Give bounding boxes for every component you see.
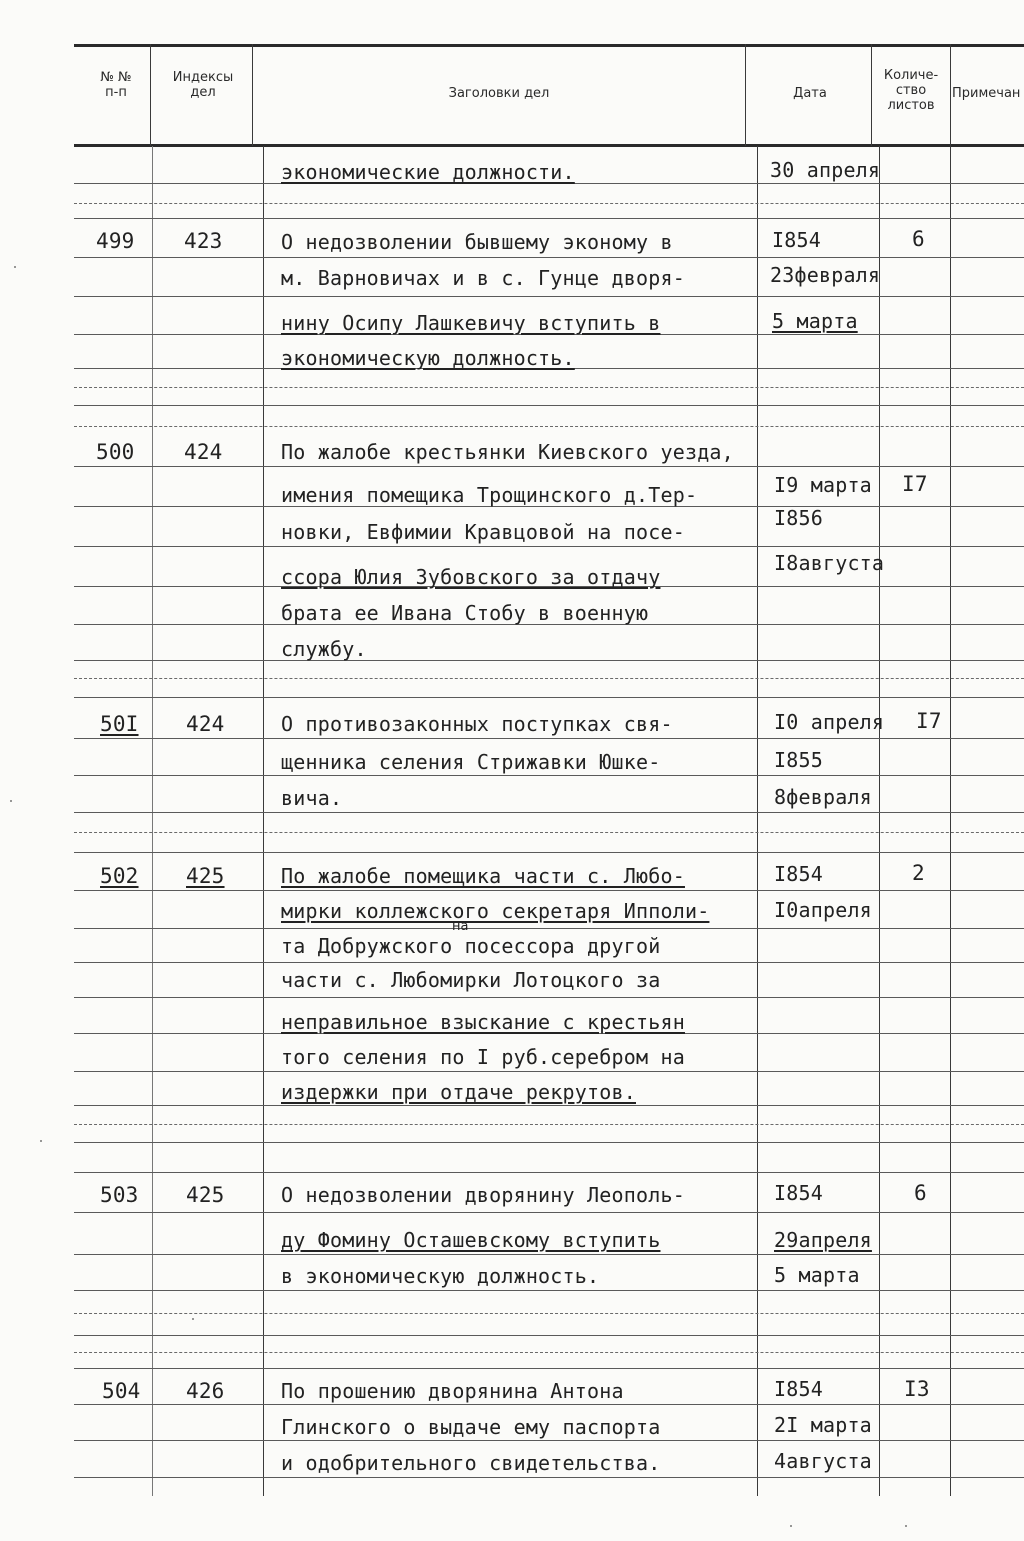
record-date: I856 bbox=[774, 506, 823, 530]
col-rule-date bbox=[879, 146, 880, 1496]
rule bbox=[74, 1124, 1024, 1125]
col-rule-title-header bbox=[745, 44, 746, 146]
record-title-line: части с. Любомирки Лотоцкого за bbox=[281, 968, 661, 992]
record-title-line: м. Варновичах и в с. Гунце дворя- bbox=[281, 266, 685, 290]
record-title-line: экономическую должность. bbox=[281, 346, 575, 370]
record-sheet-count: 6 bbox=[914, 1181, 927, 1205]
rule bbox=[74, 997, 1024, 998]
record-index: 426 bbox=[186, 1379, 225, 1403]
col-rule-num-header bbox=[150, 44, 151, 146]
record-date: I854 bbox=[774, 1181, 823, 1205]
record-title-line: О противозаконных поступках свя- bbox=[281, 712, 673, 736]
record-title-line: издержки при отдаче рекрутов. bbox=[281, 1080, 636, 1104]
rule bbox=[74, 546, 1024, 547]
rule bbox=[74, 852, 1024, 853]
handwritten-insertion: на bbox=[452, 919, 469, 934]
rule bbox=[74, 1254, 1024, 1255]
record-date: I0 апреля bbox=[774, 710, 885, 734]
header-top-rule bbox=[74, 44, 1024, 47]
scan-speck bbox=[10, 800, 12, 802]
record-title-line: О недозволении дворянину Леополь- bbox=[281, 1183, 685, 1207]
rule bbox=[74, 1477, 1024, 1478]
record-date: 8февраля bbox=[774, 785, 872, 809]
rule bbox=[74, 832, 1024, 833]
record-title-line: брата ее Ивана Стобу в военную bbox=[281, 601, 649, 625]
record-index: 424 bbox=[186, 712, 225, 736]
rule bbox=[74, 775, 1024, 776]
record-date: I8августа bbox=[774, 551, 885, 575]
record-date: I855 bbox=[774, 748, 823, 772]
rule bbox=[74, 1352, 1024, 1353]
header-number: № № п-п bbox=[100, 70, 132, 100]
record-index: 424 bbox=[184, 440, 223, 464]
record-date: 5 марта bbox=[772, 309, 858, 333]
record-date: 30 апреля bbox=[770, 158, 881, 182]
record-index: 423 bbox=[184, 229, 223, 253]
rule bbox=[74, 1440, 1024, 1441]
record-title-line: в экономическую должность. bbox=[281, 1264, 600, 1288]
record-title-line: и одобрительного свидетельства. bbox=[281, 1451, 661, 1475]
record-title-line: вича. bbox=[281, 786, 343, 810]
rule bbox=[74, 660, 1024, 661]
header-index: Индексы дел bbox=[172, 70, 234, 100]
record-date: I0апреля bbox=[774, 898, 872, 922]
record-number: 503 bbox=[100, 1183, 139, 1207]
rule bbox=[74, 1335, 1024, 1336]
record-title-line: По жалобе помещика части с. Любо- bbox=[281, 864, 685, 888]
scan-speck bbox=[790, 1525, 792, 1527]
rule bbox=[74, 1313, 1024, 1314]
rule bbox=[74, 203, 1024, 204]
header-bottom-rule bbox=[74, 144, 1024, 147]
scan-speck bbox=[14, 266, 16, 268]
rule bbox=[74, 296, 1024, 297]
rule bbox=[74, 1142, 1024, 1143]
col-rule-num bbox=[152, 146, 153, 1496]
record-title-line: ду Фомину Осташевскому вступить bbox=[281, 1228, 661, 1252]
rule bbox=[74, 962, 1024, 963]
record-title-line: По прошению дворянина Антона bbox=[281, 1379, 624, 1403]
record-date: I9 марта bbox=[774, 473, 872, 497]
col-rule-count bbox=[950, 146, 951, 1496]
header-sheet-count: Количе- ство листов bbox=[883, 68, 939, 113]
col-rule-index-header bbox=[252, 44, 253, 146]
record-title-line: экономические должности. bbox=[281, 160, 575, 184]
record-sheet-count: 2 bbox=[912, 861, 925, 885]
record-title-line: службу. bbox=[281, 637, 367, 661]
rule bbox=[74, 1105, 1024, 1106]
header-date: Дата bbox=[793, 86, 827, 101]
scan-speck bbox=[905, 1525, 907, 1527]
rule bbox=[74, 697, 1024, 698]
record-title-line: того селения по I руб.серебром на bbox=[281, 1045, 685, 1069]
header-title: Заголовки дел bbox=[448, 86, 550, 101]
col-rule-count-header bbox=[950, 44, 951, 146]
record-date: 23февраля bbox=[770, 263, 881, 287]
rule bbox=[74, 387, 1024, 388]
rule bbox=[74, 1404, 1024, 1405]
rule bbox=[74, 928, 1024, 929]
record-title-line: имения помещика Трощинского д.Тер- bbox=[281, 483, 698, 507]
scan-speck bbox=[192, 1318, 194, 1320]
rule bbox=[74, 1071, 1024, 1072]
record-title-line: та Добружского посессора другой bbox=[281, 934, 661, 958]
rule bbox=[74, 1368, 1024, 1369]
record-number: 50I bbox=[100, 712, 139, 736]
record-title-line: неправильное взыскание с крестьян bbox=[281, 1010, 685, 1034]
col-rule-title bbox=[757, 146, 758, 1496]
record-date: I854 bbox=[772, 228, 821, 252]
rule bbox=[74, 890, 1024, 891]
rule bbox=[74, 466, 1024, 467]
record-title-line: нину Осипу Лашкевичу вступить в bbox=[281, 311, 661, 335]
record-date: I854 bbox=[774, 1377, 823, 1401]
record-number: 499 bbox=[96, 229, 135, 253]
scan-speck bbox=[40, 1140, 42, 1142]
record-title-line: мирки коллежского секретаря Ипполи- bbox=[281, 899, 710, 923]
record-title-line: ссора Юлия Зубовского за отдачу bbox=[281, 565, 661, 589]
rule bbox=[74, 812, 1024, 813]
record-sheet-count: I7 bbox=[902, 472, 928, 496]
record-date: 29апреля bbox=[774, 1228, 872, 1252]
record-date: 4августа bbox=[774, 1449, 872, 1473]
record-sheet-count: I7 bbox=[916, 709, 942, 733]
header-note: Примечан bbox=[952, 86, 1021, 101]
record-title-line: О недозволении бывшему эконому в bbox=[281, 230, 673, 254]
record-date: 5 марта bbox=[774, 1263, 860, 1287]
col-rule-date-header bbox=[871, 44, 872, 146]
record-date: I854 bbox=[774, 862, 823, 886]
col-rule-index bbox=[263, 146, 264, 1496]
record-sheet-count: I3 bbox=[904, 1377, 930, 1401]
rule bbox=[74, 738, 1024, 739]
rule bbox=[74, 1172, 1024, 1173]
record-sheet-count: 6 bbox=[912, 227, 925, 251]
record-title-line: По жалобе крестьянки Киевского уезда, bbox=[281, 440, 734, 464]
rule bbox=[74, 405, 1024, 406]
rule bbox=[74, 426, 1024, 427]
record-title-line: щенника селения Стрижавки Юшке- bbox=[281, 750, 661, 774]
record-number: 502 bbox=[100, 864, 139, 888]
rule bbox=[74, 1290, 1024, 1291]
rule bbox=[74, 218, 1024, 219]
rule bbox=[74, 257, 1024, 258]
record-index: 425 bbox=[186, 864, 225, 888]
record-title-line: новки, Евфимии Кравцовой на посе- bbox=[281, 520, 685, 544]
record-number: 504 bbox=[102, 1379, 141, 1403]
rule bbox=[74, 1212, 1024, 1213]
record-title-line: Глинского о выдаче ему паспорта bbox=[281, 1415, 661, 1439]
record-index: 425 bbox=[186, 1183, 225, 1207]
rule bbox=[74, 678, 1024, 679]
record-number: 500 bbox=[96, 440, 135, 464]
record-date: 2I марта bbox=[774, 1413, 872, 1437]
